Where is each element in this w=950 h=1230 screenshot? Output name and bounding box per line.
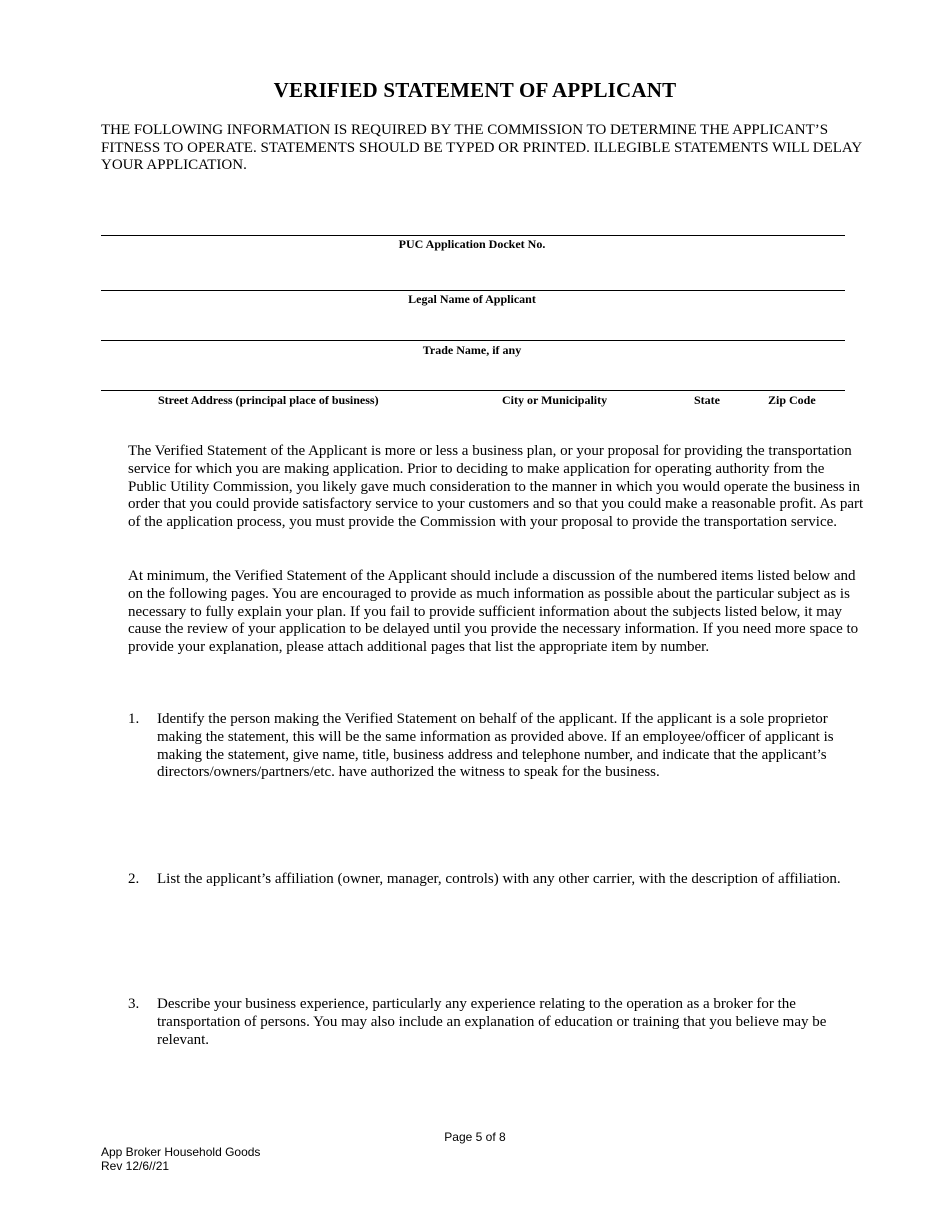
address-field-line[interactable] <box>101 390 845 391</box>
list-item-text: Describe your business experience, particularly any experience relating to the operation as a broker for the transportation of persons. You may also include an explanation of education or training that you believe may be relevant. <box>157 996 827 1048</box>
page-number: Page 5 of 8 <box>444 1130 506 1144</box>
city-label: City or Municipality <box>502 393 608 407</box>
list-item-number: 2. <box>128 871 140 887</box>
state-label: State <box>694 393 720 407</box>
list-item <box>128 711 864 782</box>
list-item-number: 1. <box>128 711 140 727</box>
form-revision: Rev 12/6//21 <box>101 1159 170 1173</box>
body-paragraph: At minimum, the Verified Statement of the Applicant should include a discussion of the numbered items listed below and on the following pages. You are encouraged to provide as much information as possible about the particular subject as is necessary to fully explain your plan. If you fail to provide sufficient information about the subjects listed below, it may cause the review of your application to be delayed until you provide the necessary information. If you need more space to provide your explanation, please attach additional pages that list the appropriate item by number. <box>128 568 859 656</box>
list-item-text: List the applicant’s affiliation (owner, manager, controls) with any other carrier, with the description of affiliation. <box>157 871 841 887</box>
docket-field-line[interactable] <box>101 235 845 236</box>
intro-notice: THE FOLLOWING INFORMATION IS REQUIRED BY THE COMMISSION TO DETERMINE THE APPLICANT’S FITNESS TO OPERATE. STATEMENTS SHOULD BE TYPED OR PRINTED. ILLEGIBLE STATEMENTS WILL DELAY YOUR APPLICATION. <box>101 122 862 173</box>
body-paragraph: The Verified Statement of the Applicant is more or less a business plan, or your proposal for providing the transportation service for which you are making application. Prior to deciding to make application for operating authority from the Public Utility Commission, you likely gave much consideration to the manner in which you would operate the business in order that you could provide satisfactory service to your customers and so that you could make a reasonable profit. As part of the application process, you must provide the Commission with your proposal to provide the transportation service. <box>128 443 864 531</box>
list-item-number: 3. <box>128 996 140 1012</box>
list-item <box>128 996 864 1049</box>
list-item <box>128 871 864 889</box>
legal-name-field-label: Legal Name of Applicant <box>408 292 536 306</box>
trade-name-field-label: Trade Name, if any <box>422 343 522 357</box>
page-title: VERIFIED STATEMENT OF APPLICANT <box>273 78 677 102</box>
form-name: App Broker Household Goods <box>101 1145 261 1159</box>
list-item-text: Identify the person making the Verified Statement on behalf of the applicant. If the applicant is a sole proprietor making the statement, this will be the same information as provided above. If an employee/officer of applicant is making the statement, give name, title, business address and telephone number, and indicate that the applicant’s directors/owners/partners/etc. have authorized the witness to speak for the business. <box>157 711 834 781</box>
trade-name-field-line[interactable] <box>101 340 845 341</box>
street-address-label: Street Address (principal place of business) <box>158 393 379 407</box>
legal-name-field-line[interactable] <box>101 290 845 291</box>
form-footer <box>101 1145 260 1173</box>
zip-code-label: Zip Code <box>768 393 816 407</box>
docket-field-label: PUC Application Docket No. <box>398 237 546 251</box>
